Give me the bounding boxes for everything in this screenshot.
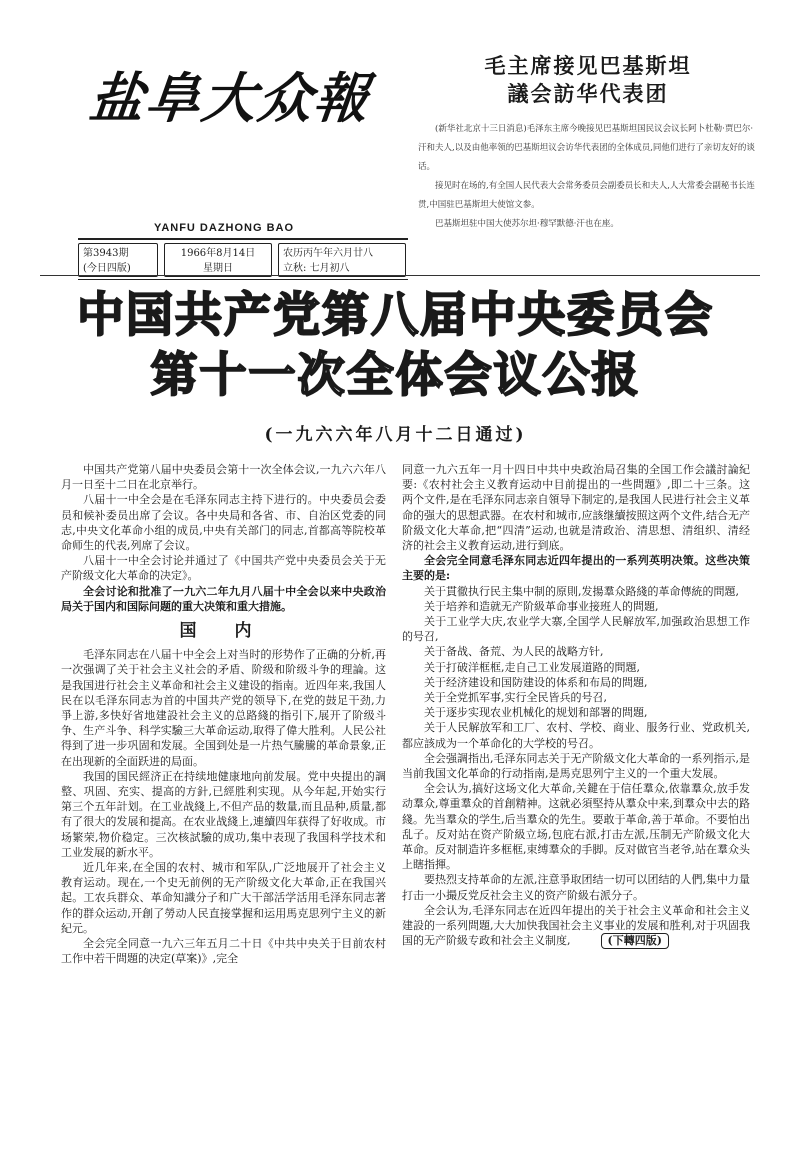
paragraph: 八届十一中全会是在毛泽东同志主持下进行的。中央委员会委员和候补委员出席了会议。各中央局和各省、市、自治区党委的同志,中央文化革命小组的成员,中央有关部门的同志,首都高等院校革命师生的代表,列席了会议。 <box>61 493 386 553</box>
decision-item: 关于备战、备荒、为人民的战略方针, <box>424 645 604 659</box>
paragraph: 同意一九六五年一月十四日中共中央政治局召集的全国工作会議討論紀要:《农村社会主义教育运动中目前提出的一些問題》,即二十三条。这两个文件,是在毛泽东同志亲自領导下制定的,是我国人民进行社会主义革命的强大的思想武器。在农村和城市,应該继續按照这两个文件,结合无产阶級文化大革命,把“四清”运动,也就是清政治、清思想、清组织、清经济的社会主义教育运动,进行到底。 <box>402 463 750 553</box>
issue-number-box <box>78 243 158 277</box>
paragraph: 全会认为,毛泽东同志在近四年提出的关于社会主义革命和社会主义建設的一系列問題,大大加快我国社会主义事业的发展和胜利,对于巩固我国的无产阶級专政和社会主义制度, <box>402 903 750 948</box>
headline-line-2: 第十一次全体会议公报 <box>150 348 641 403</box>
decision-item: 关于打破洋框框,走自己工业发展道路的問題, <box>424 660 640 674</box>
newspaper-pinyin: YANFU DAZHONG BAO <box>154 222 295 234</box>
paragraph: 毛泽东同志在八届十中全会上对当时的形势作了正确的分析,再一次强调了关于社会主义社会的矛盾、阶级和阶级斗争的理論。这是我国进行社会主义革命和社会主义建设的指南。近四年来,我国人民在以毛泽东同志为首的中国共产党的领导下,在党的鼓足干劲,力爭上游,多快好省地建設社会主义的总路綫的指引下,展开了阶级斗争、生产斗争、科学实驗三大革命运动,取得了偉大胜利。人民公社得到了进一步巩固和发展。全国到处是一片热气騰騰的革命景象,正在出现新的全面跃进的局面。 <box>61 648 386 768</box>
decision-item: 关于逐步实现农业机械化的规划和部署的問題, <box>424 706 648 720</box>
side-paragraph: 巴基斯坦驻中国大使苏尔坦·穆罕默德·汗也在座。 <box>435 219 619 229</box>
issue-info-bar <box>78 238 408 280</box>
issue-weekday: 星期日 <box>203 263 233 274</box>
section-heading-domestic: 国 内 <box>179 621 268 642</box>
header-divider <box>40 275 760 276</box>
paragraph: 我国的国民經济正在持续地健康地向前发展。党中央提出的調整、巩固、充实、提高的方針,已經胜利实现。从今年起,开始实行第三个五年計划。在工业战綫上,不但产品的数量,而且品种,质量,都有了很大的发展和提高。在农业战綫上,連續四年获得了好收成。市场繁荣,物价稳定。三次核試驗的成功,集中表现了我国科学技术和工业发展的新水平。 <box>61 769 386 859</box>
passed-date: (一九六六年八月十二日通过) <box>264 425 527 445</box>
main-headline <box>0 286 791 406</box>
masthead <box>72 48 402 274</box>
side-headline-line-1: 毛主席接见巴基斯坦 <box>484 54 692 78</box>
paragraph: 中国共产党第八届中央委员会第十一次全体会议,一九六六年八月一日至十二日在北京举行。 <box>61 463 386 492</box>
date-box <box>164 243 272 277</box>
solar-term-line: 立秋: 七月初八 <box>283 263 350 274</box>
decision-item: 关于全党抓军事,实行全民皆兵的号召, <box>424 691 607 705</box>
side-news-article <box>418 52 758 234</box>
decision-item: 关于人民解放军和工厂、农村、学校、商业、服务行业、党政机关,都应該成为一个革命化的大学校的号召。 <box>402 721 750 750</box>
decision-item: 关于培养和造就无产阶級革命事业接班人的問題, <box>424 599 659 613</box>
issue-date: 1966年8月14日 <box>180 248 256 259</box>
decision-item: 关于工业学大庆,农业学大寨,全国学人民解放军,加强政治思想工作的号召, <box>402 615 750 644</box>
paragraph: 全会强調指出,毛泽东同志关于无产阶級文化大革命的一系列指示,是当前我国文化革命的行动指南,是馬克思列宁主义的一个重大发展。 <box>402 751 750 781</box>
paragraph: 全会讨论和批准了一九六二年九月八届十中全会以来中央政治局关于国内和国际问题的重大决策和重大措施。 <box>61 584 386 613</box>
side-news-body <box>418 120 758 234</box>
side-news-headline <box>418 52 758 108</box>
issue-number: 第3943期 <box>83 248 129 259</box>
headline-line-1: 中国共产党第八届中央委员会 <box>77 288 714 343</box>
right-column <box>402 462 750 949</box>
paragraph-final <box>402 903 750 949</box>
paragraph: 全会完全同意毛泽东同志近四年提出的一系列英明决策。这些决策主要的是: <box>402 554 750 583</box>
solar-term: 立秋 <box>283 263 303 274</box>
lunar-date-box <box>278 243 406 277</box>
edition-count: (今日四版) <box>83 263 131 274</box>
side-headline-line-2: 議会訪华代表团 <box>507 82 669 106</box>
paragraph: 全会认为,搞好这场文化大革命,关鍵在于信任羣众,依靠羣众,放手发动羣众,尊重羣众的首創精神。这就必須堅持从羣众中来,到羣众中去的路綫。先当羣众的学生,后当羣众的先生。要敢于革命,善于革命。不要怕出乱子。反对站在资产阶級立场,包庇右派,打击左派,压制无产阶級文化大革命。反对制造许多框框,束缚羣众的手脚。反对做官当老爷,站在羣众头上瞎指揮。 <box>402 782 750 872</box>
paragraph: 八届十一中全会讨论并通过了《中国共产党中央委员会关于无产阶级文化大革命的决定》。 <box>61 554 386 583</box>
solar-term-date: 七月初八 <box>309 263 350 274</box>
paragraph: 全会完全同意一九六三年五月二十日《中共中央关于目前农村工作中若干問題的决定(草案)》,完全 <box>61 937 386 966</box>
side-paragraph: 接见时在场的,有全国人民代表大会常务委员会副委员长和夫人,人大常委会副秘书长连贯,中国驻巴基斯坦大使馆文参。 <box>418 181 755 210</box>
newspaper-title: 盐阜大众報 <box>86 66 374 130</box>
left-column <box>61 462 386 967</box>
decision-item: 关于经济建设和国防建设的体系和布局的問題, <box>424 675 648 689</box>
side-paragraph: (新华社北京十三日消息)毛泽东主席今晚接见巴基斯坦国民议会议长阿卜杜勒·贾巴尔·汗和夫人,以及由他率领的巴基斯坦议会访华代表团的全体成员,同他们进行了亲切友好的谈话。 <box>418 124 755 172</box>
paragraph: 要热烈支持革命的左派,注意爭取团结一切可以团结的人們,集中力量打击一小撮反党反社会主义的资产阶級右派分子。 <box>402 873 750 902</box>
paragraph: 近几年来,在全国的农村、城市和军队,广泛地展开了社会主义教育运动。现在,一个史无前例的无产阶级文化大革命,正在我国兴起。工农兵群众、革命知識分子和广大干部活学活用毛泽东同志著作的群众运动,开創了勞动人民直接掌握和运用馬克思列宁主义的新紀元。 <box>61 861 386 935</box>
lunar-date: 农历丙午年六月廿八 <box>283 248 373 259</box>
decision-item: 关于貫徹执行民主集中制的原則,发揚羣众路綫的革命傳統的問題, <box>424 584 739 598</box>
continued-on-page-4[interactable]: (下轉四版) <box>601 933 669 949</box>
